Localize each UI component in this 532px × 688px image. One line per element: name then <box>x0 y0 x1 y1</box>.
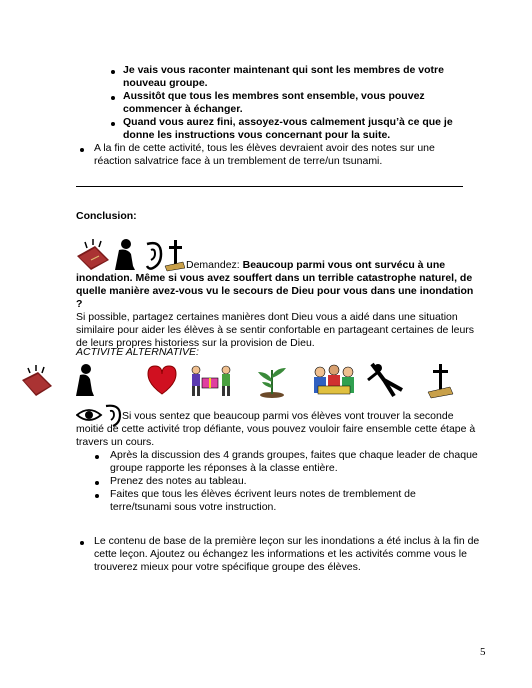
sub-bullet-3: Quand vous aurez fini, assoyez-vous calmement jusqu’à ce que je donne les instructions vous concernant pour la suite. <box>123 116 453 141</box>
conclusion-rest: Si possible, partagez certaines manières dont Dieu vous a aidé dans une situation similaire pour aider les élèves à se sentir confortable en partageant certaines de leurs de leurs propres historiess sur la provision de Dieu. <box>76 311 475 349</box>
alternative-heading: ACTIVITE ALTERNATIVE: <box>76 346 199 358</box>
conclusion-paragraph <box>76 259 482 350</box>
sub-bullet-1: Je vais vous raconter maintenant qui sont les membres de votre nouveau groupe. <box>123 64 444 89</box>
gift-exchange-icon <box>192 366 230 396</box>
bible-icon <box>22 365 52 396</box>
page-number: 5 <box>480 646 486 658</box>
conclusion-question: Beaucoup parmi vous ont survécu à une inondation. Même si vous avez souffert dans un terrible catastrophe naturel, de quelle manière avez-vous vu le secours de Dieu pour vous dans une inondation ? <box>76 259 474 310</box>
bullet-dot <box>80 541 84 545</box>
bullet-dot <box>80 148 84 152</box>
alternative-icon-row <box>20 360 475 400</box>
bullet-dot <box>95 481 99 485</box>
praying-person-icon <box>76 364 94 396</box>
bullet-dot <box>111 70 115 74</box>
divider-line <box>76 186 463 187</box>
cross-icon <box>428 364 453 398</box>
alternative-bullet-2: Prenez des notes au tableau. <box>110 475 247 487</box>
alternative-bullet-3: Faites que tous les élèves écrivent leurs notes de tremblement de terre/tsunami sous votre instruction. <box>110 488 416 513</box>
sub-bullet-2: Aussitôt que tous les membres sont ensemble, vous pouvez commencer à échanger. <box>123 90 425 115</box>
bullet-dot <box>95 455 99 459</box>
alternative-intro: Si vous sentez que beaucoup parmi vos élèves vont trouver la seconde moitié de cette activité trop défiante, vous pouvez vouloir faire ensemble cette étape à travers un cours. <box>76 410 476 448</box>
stretching-person-icon <box>368 364 402 396</box>
final-bullet-text: Le contenu de base de la première leçon sur les inondations a été inclus à la fin de cette leçon. Ajoutez ou échangez les informations et les activités comme vous le trouverez mieux pour votre spécifique groupe des élèves. <box>94 535 480 573</box>
bullet-dot <box>111 122 115 126</box>
bullet-dot <box>95 494 99 498</box>
alternative-bullet-1: Après la discussion des 4 grands groupes, faites que chaque leader de chaque groupe rapporte les réponses à la classe entière. <box>110 449 478 474</box>
conclusion-lead: Demandez: <box>186 259 243 271</box>
conclusion-heading: Conclusion: <box>76 210 137 222</box>
plant-icon <box>258 368 286 398</box>
heart-icon <box>148 366 176 394</box>
group-people-icon <box>314 365 354 394</box>
top-bullet-text: A la fin de cette activité, tous les élèves devraient avoir des notes sur une réaction salvatrice face à un tremblement de terre/un tsunami. <box>94 142 435 167</box>
bullet-dot <box>111 96 115 100</box>
